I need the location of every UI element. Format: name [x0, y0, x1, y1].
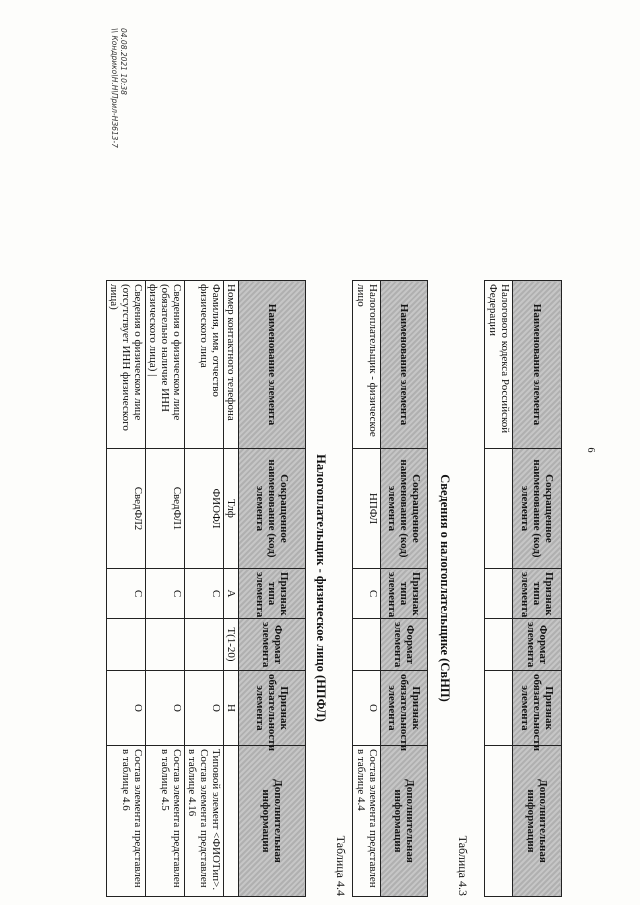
header-type-flag: Признак типа элемента: [239, 569, 306, 619]
header-extra-info: Дополнительная информация: [239, 746, 306, 897]
header-type-flag: Признак типа элемента: [381, 569, 428, 619]
cell-extra-info: [485, 746, 513, 897]
cell-type-flag: А: [224, 569, 239, 619]
table-header-row: [239, 281, 306, 897]
cell-mandatory-flag: О: [353, 671, 381, 746]
table-4-4: [106, 280, 306, 897]
table-row: [485, 281, 513, 897]
cell-extra-info: Состав элемента представлен в таблице 4.4: [353, 746, 381, 897]
cell-type-flag: С: [185, 569, 224, 619]
header-format: Формат элемента: [513, 619, 562, 671]
table-row: [353, 281, 381, 897]
header-format: Формат элемента: [239, 619, 306, 671]
table-continuation: [484, 280, 562, 897]
table-title-4-4: Налогоплательщик - физическое лицо (НПФЛ): [314, 454, 328, 722]
header-extra-info: Дополнительная информация: [513, 746, 562, 897]
header-mandatory-flag: Признак обязательности элемента: [513, 671, 562, 746]
cell-extra-info: Типовой элемент <ФИОТип>. Состав элемента представлен в таблице 4.16: [185, 746, 224, 897]
cell-extra-info: Состав элемента представлен в таблице 4.5: [146, 746, 185, 897]
cell-format: [146, 619, 185, 671]
table-title-4-3: Сведения о налогоплательщике (СвНП): [438, 474, 452, 702]
cell-short-name: ФИОФЛ: [185, 449, 224, 569]
stamp-line-date: 04.08.2021 10:38: [119, 28, 128, 95]
page-number: 6: [585, 447, 596, 453]
cell-short-name: НПФЛ: [353, 449, 381, 569]
rotated-content: [78, 4, 638, 896]
table-caption-4-4: Таблица 4.4: [334, 835, 348, 896]
cell-format: [485, 619, 513, 671]
cell-mandatory-flag: Н: [224, 671, 239, 746]
cell-mandatory-flag: О: [107, 671, 146, 746]
table-header-row: [513, 281, 562, 897]
cell-name: Фамилия, имя, отчество физического лица: [185, 281, 224, 449]
cell-short-name: [485, 449, 513, 569]
cell-type-flag: С: [107, 569, 146, 619]
cell-short-name: Тлф: [224, 449, 239, 569]
cell-format: [185, 619, 224, 671]
header-mandatory-flag: Признак обязательности элемента: [239, 671, 306, 746]
cell-name: Сведения о физическом лице (обязательно наличие ИНН физического лица) |: [146, 281, 185, 449]
cell-extra-info: Состав элемента представлен в таблице 4.6: [107, 746, 146, 897]
header-type-flag: Признак типа элемента: [513, 569, 562, 619]
cell-type-flag: С: [353, 569, 381, 619]
cell-mandatory-flag: О: [146, 671, 185, 746]
table-row: [146, 281, 185, 897]
cell-name: Налогоплательщик - физическое лицо: [353, 281, 381, 449]
table-row: [224, 281, 239, 897]
cell-extra-info: [224, 746, 239, 897]
header-mandatory-flag: Признак обязательности элемента: [381, 671, 428, 746]
cell-format: [107, 619, 146, 671]
table-4-3: [352, 280, 428, 897]
cell-name: Номер контактного телефона: [224, 281, 239, 449]
print-stamp: [110, 28, 128, 148]
cell-format: [353, 619, 381, 671]
table-caption-4-3: Таблица 4.3: [456, 835, 470, 896]
cell-type-flag: С: [146, 569, 185, 619]
header-short-name: Сокращенное наименование (код) элемента: [513, 449, 562, 569]
table-header-row: [381, 281, 428, 897]
cell-mandatory-flag: О: [185, 671, 224, 746]
cell-short-name: СведФЛ1: [146, 449, 185, 569]
cell-name: Сведения о физическом лице (отсутствует ИНН физического лица): [107, 281, 146, 449]
header-name: Наименование элемента: [239, 281, 306, 449]
header-format: Формат элемента: [381, 619, 428, 671]
cell-mandatory-flag: [485, 671, 513, 746]
table-row: [185, 281, 224, 897]
cell-name: Налогового кодекса Российской Федерации: [485, 281, 513, 449]
cell-type-flag: [485, 569, 513, 619]
stamp-line-path: \\ Кондрико\Н.Н\Прил-НЗ613-7: [110, 28, 119, 148]
header-short-name: Сокращенное наименование (код) элемента: [381, 449, 428, 569]
header-name: Наименование элемента: [381, 281, 428, 449]
header-extra-info: Дополнительная информация: [381, 746, 428, 897]
cell-short-name: СведФЛ2: [107, 449, 146, 569]
header-name: Наименование элемента: [513, 281, 562, 449]
header-short-name: Сокращенное наименование (код) элемента: [239, 449, 306, 569]
cell-format: T(1-20): [224, 619, 239, 671]
table-row: [107, 281, 146, 897]
